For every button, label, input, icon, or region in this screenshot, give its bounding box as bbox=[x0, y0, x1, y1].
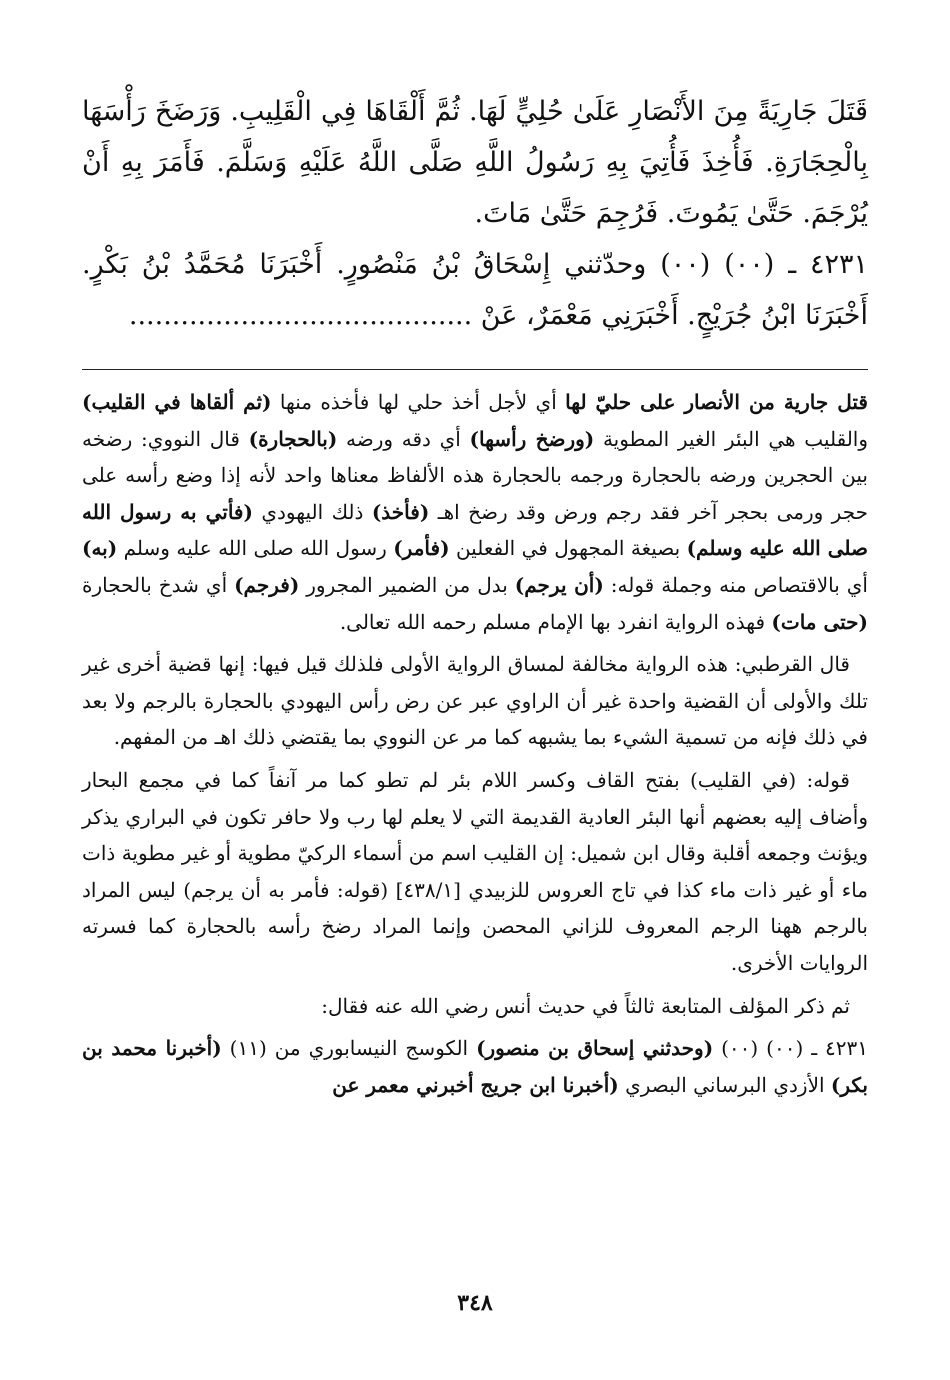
bold-quote: قتل جارية من الأنصار على حليّ لها bbox=[565, 390, 868, 414]
commentary-text: أي لأجل أخذ حلي لها فأخذه منها bbox=[271, 390, 566, 414]
continuation-dots: ........................................ bbox=[128, 300, 473, 331]
hadith-paragraph: قَتَلَ جَارِيَةً مِنَ الأَنْصَارِ عَلَىٰ حُلِيٍّ لَهَا. ثُمَّ أَلْقَاهَا فِي الْقَلِيبِ. وَرَضَخَ رَأْسَهَا بِالْحِجَارَةِ. فَأُخِذَ فَأُتِيَ بِهِ رَسُولُ اللَّهِ صَلَّى اللَّهُ عَلَيْهِ وَسَلَّمَ. فَأَمَرَ بِهِ أَنْ يُرْجَمَ. حَتَّىٰ يَمُوتَ. فَرُجِمَ حَتَّىٰ مَاتَ. bbox=[82, 96, 868, 229]
commentary-text: رسول الله صلى الله عليه وسلم bbox=[117, 536, 394, 561]
commentary-paragraph-5 bbox=[82, 1030, 868, 1103]
bold-quote: (بالحجارة) bbox=[248, 426, 338, 451]
bold-quote: (فأتي به رسول الله صلى الله عليه وسلم) bbox=[82, 499, 868, 561]
commentary-text: قال النووي: رضخه بين الحجرين ورضه بالحجارة ورجمه بالحجارة هذه الألفاظ معناها واحد لأنه إذا وضع رأسه على حجر ورمى بحجر آخر فقد رجم ورض وقد رضخ اهـ bbox=[82, 426, 868, 524]
commentary-text: فهذه الرواية انفرد بها الإمام مسلم رحمه الله تعالى. bbox=[339, 609, 772, 634]
bold-quote: (ورضخ رأسها) bbox=[469, 426, 595, 451]
bold-quote: (أخبرنا محمد بن بكر) bbox=[82, 1036, 868, 1097]
commentary-paragraph-4: ثم ذكر المؤلف المتابعة ثالثاً في حديث أنس رضي الله عنه فقال: bbox=[321, 993, 850, 1018]
bold-quote: (وحدثني إسحاق بن منصور) bbox=[476, 1036, 714, 1061]
commentary-text: بدل من الضمير المجرور bbox=[299, 572, 515, 597]
commentary-text: أي دقه ورضه bbox=[337, 426, 470, 451]
footnote-separator bbox=[82, 369, 868, 370]
commentary-block bbox=[82, 384, 868, 1103]
bold-quote: (أن يرجم) bbox=[514, 572, 604, 597]
commentary-text: بصيغة المجهول في الفعلين bbox=[449, 536, 687, 561]
hadith-chain-paragraph bbox=[82, 239, 868, 341]
bold-quote: (فأمر) bbox=[393, 536, 450, 561]
commentary-text: أي بالاقتصاص منه وجملة قوله: bbox=[603, 572, 868, 597]
bold-quote: (أخبرنا ابن جريج أخبرني معمر عن bbox=[332, 1072, 619, 1097]
bold-quote: (فأخذ) bbox=[371, 499, 430, 524]
commentary-text: ٤٢٣١ ـ (٠٠) (٠٠) bbox=[713, 1036, 868, 1061]
bold-quote: (فرجم) bbox=[234, 572, 300, 597]
bold-quote: (حتى مات) bbox=[771, 609, 868, 634]
bold-quote: (به) bbox=[82, 536, 118, 561]
commentary-text: الكوسج النيسابوري من (١١) bbox=[221, 1036, 477, 1061]
hadith-chain-text: ٤٢٣١ ـ (٠٠) (٠٠) وحدّثني إِسْحَاقُ بْنُ مَنْصُورٍ. أَخْبَرَنَا مُحَمَّدُ بْنُ بَكْرٍ. أَخْبَرَنَا ابْنُ جُرَيْجٍ. أَخْبَرَنِي مَعْمَرٌ، عَنْ bbox=[82, 249, 869, 331]
commentary-text: ذلك اليهودي bbox=[252, 499, 372, 524]
bold-quote: (ثم ألقاها في القليب) bbox=[82, 390, 272, 414]
page-number: ٣٤٨ bbox=[457, 1290, 493, 1316]
commentary-paragraph-1 bbox=[82, 384, 868, 640]
commentary-text: والقليب هي البئر الغير المطوية bbox=[594, 426, 868, 451]
commentary-text: أي شدخ بالحجارة bbox=[82, 572, 235, 597]
commentary-text: الأزدي البرساني البصري bbox=[618, 1072, 831, 1097]
commentary-paragraph-3: قوله: (في القليب) بفتح القاف وكسر اللام بئر لم تطو كما مر آنفاً كما في مجمع البحار وأضاف إليه بعضهم أنها البئر العادية القديمة التي لا يعلم لها رب ولا حافر تكون في البراري يذكر ويؤنث وجمعه أقلبة وقال ابن شميل: إن القليب اسم من أسماء الركيّ مطوية أو غير مطوية ذات ماء أو غير ذات ماء كذا في تاج العروس للزبيدي [٤٣٨/١] (قوله: فأمر به أن يرجم) ليس المراد بالرجم ههنا الرجم المعروف للزاني المحصن وإنما المراد رضخ رأسه بالحجارة كما فسرته الروايات الأخرى. bbox=[82, 767, 868, 975]
commentary-paragraph-2: قال القرطبي: هذه الرواية مخالفة لمساق الرواية الأولى فلذلك قيل فيها: إنها قضية أخرى غير تلك والأولى أن القضية واحدة غير أن الراوي عبر عن رض رأس اليهودي بالحجارة بالرجم ولا بعد في ذلك فإنه من تسمية الشيء بما يشبهه كما مر عن النووي بما يقتضي ذلك اهـ من المفهم. bbox=[82, 652, 868, 750]
hadith-text-block bbox=[82, 86, 868, 341]
